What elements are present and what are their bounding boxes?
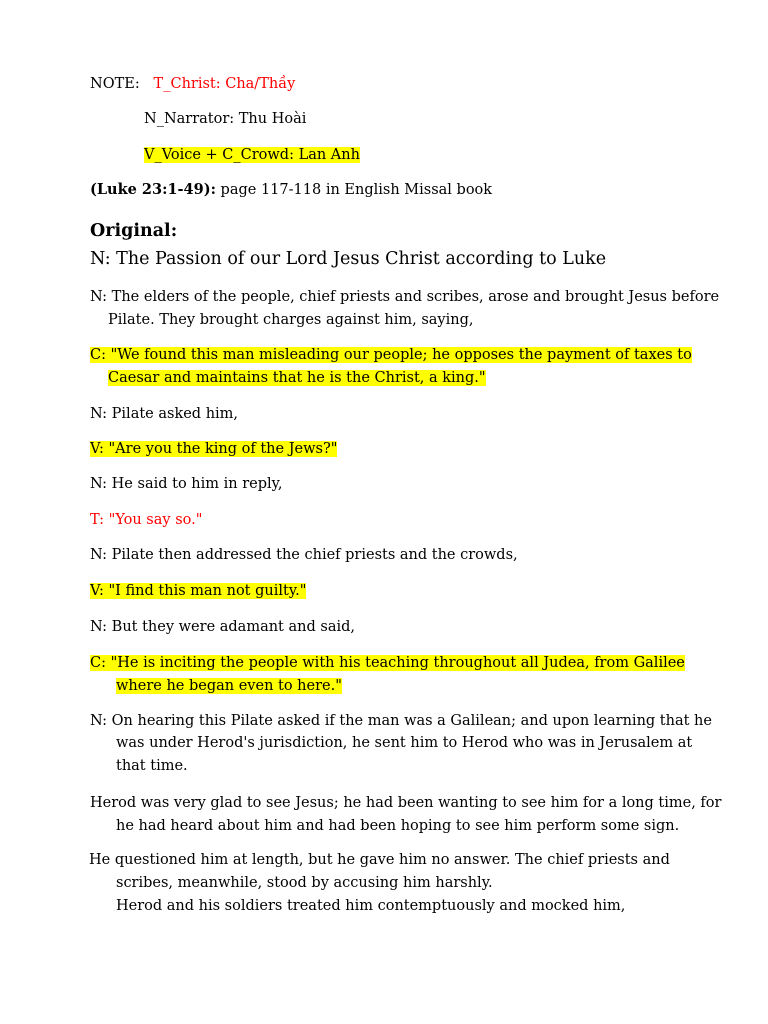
note-label: NOTE: [90,76,140,92]
crowd-line [90,344,692,366]
narrator-line: N: The elders of the people, chief priests and scribes, arose and brought Jesus before [90,289,720,305]
narrator-line-continued: Pilate. They brought charges against him, saying, [108,312,474,328]
reference-citation: (Luke 23:1-49): [90,181,216,198]
narrator-line: N: On hearing this Pilate asked if the man was a Galilean; and upon learning that he [90,713,712,729]
paragraph-line-continued: he had heard about him and had been hoping to see him perform some sign. [116,818,680,834]
voice-line-text: V: "Are you the king of the Jews?" [90,441,338,457]
paragraph-line: He questioned him at length, but he gave him no answer. The chief priests and [89,852,670,868]
crowd-line-continued-text: where he began even to here." [116,678,342,694]
crowd-line-text: C: "We found this man misleading our people; he opposes the payment of taxes to [90,347,692,363]
reference-description: page 117-118 in English Missal book [215,182,493,198]
note-narrator-role [144,108,306,130]
narrator-line-continued: was under Herod's jurisdiction, he sent him to Herod who was in Jerusalem at [116,735,693,751]
crowd-line-continued [108,367,486,389]
paragraph-line-continued: Herod and his soldiers treated him contemptuously and mocked him, [116,898,626,914]
voice-line-text: V: "I find this man not guilty." [90,583,307,599]
crowd-line-continued-text: Caesar and maintains that he is the Christ, a king." [108,370,486,386]
note-voice-crowd-role [144,144,360,166]
narrator-line: N: He said to him in reply, [90,476,283,492]
paragraph-line: Herod was very glad to see Jesus; he had been wanting to see him for a long time, for [90,795,722,811]
narrator-line: N: Pilate asked him, [90,406,239,422]
note-line [90,73,295,95]
narrator-line: N: But they were adamant and said, [90,619,355,635]
reference-line [90,179,492,201]
paragraph-line-continued: scribes, meanwhile, stood by accusing him harshly. [116,875,493,891]
voice-line [90,438,337,460]
note-christ-role: T_Christ: Cha/Thầy [153,76,296,92]
crowd-line [90,652,685,674]
note-narrator-text: N_Narrator: Thu Hoài [144,111,307,127]
voice-line [90,580,306,602]
passion-title: N: The Passion of our Lord Jesus Christ according to Luke [90,249,607,269]
note-voice-crowd-text: V_Voice + C_Crowd: Lan Anh [144,147,360,163]
crowd-line-continued [116,675,342,697]
christ-line: T: "You say so." [90,512,203,528]
section-title: Original: [90,221,178,241]
narrator-line-continued: that time. [116,758,188,774]
crowd-line-text: C: "He is inciting the people with his teaching throughout all Judea, from Galilee [90,655,685,671]
narrator-line: N: Pilate then addressed the chief priests and the crowds, [90,547,518,563]
